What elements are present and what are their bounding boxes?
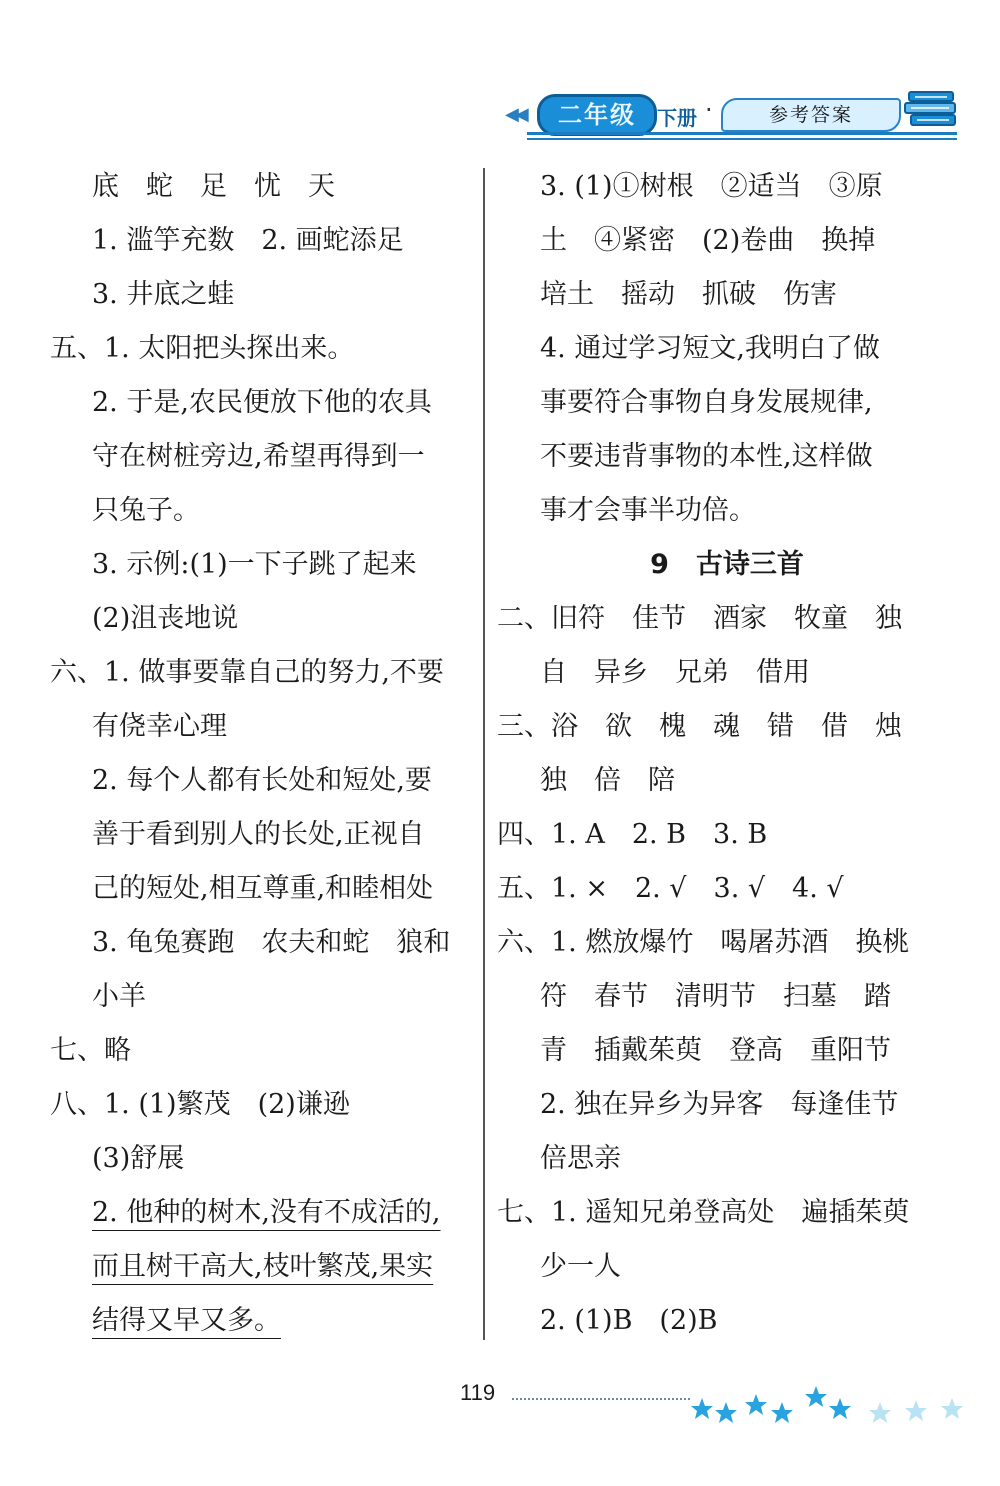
footer-dotted-rule — [512, 1398, 690, 1400]
answer-line: 事才会事半功倍。 — [540, 495, 756, 526]
volume-label: 下册 — [657, 106, 697, 130]
column-divider — [483, 168, 485, 1340]
section-title: 9 古诗三首 — [650, 549, 804, 580]
answer-line: 己的短处,相互尊重,和睦相处 — [92, 873, 434, 904]
answer-line-underlined — [50, 1240, 480, 1294]
answer-line: 五、1. 太阳把头探出来。 — [50, 333, 355, 364]
answer-line: (2)沮丧地说 — [92, 603, 239, 634]
answer-line: 只兔子。 — [92, 495, 200, 526]
answer-line-underlined — [50, 1294, 480, 1348]
answer-line: 3. 示例:(1)一下子跳了起来 — [92, 549, 417, 580]
answer-line-underlined — [50, 1186, 480, 1240]
answer-line: 符 春节 清明节 扫墓 踏 — [540, 981, 891, 1012]
answer-line: 3. 龟兔赛跑 农夫和蛇 狼和 — [92, 927, 451, 958]
answer-line: 2. (1)B (2)B — [540, 1305, 718, 1336]
book-stack-icon — [903, 88, 959, 134]
answer-key-label: 参考答案 — [721, 98, 901, 132]
answer-line: 2. 独在异乡为异客 每逢佳节 — [540, 1089, 899, 1120]
header-rule — [527, 132, 957, 135]
answer-line: 4. 通过学习短文,我明白了做 — [540, 333, 880, 364]
underlined-text: 2. 他种的树木,没有不成活的, — [92, 1197, 441, 1228]
answer-line: 底 蛇 足 忧 天 — [92, 171, 335, 202]
answer-line: 有侥幸心理 — [92, 711, 227, 742]
answer-line: (3)舒展 — [92, 1143, 185, 1174]
answer-line: 2. 每个人都有长处和短处,要 — [92, 765, 432, 796]
header-separator: · — [705, 96, 713, 124]
answer-line: 2. 于是,农民便放下他的农具 — [92, 387, 432, 418]
answer-line: 倍思亲 — [540, 1143, 621, 1174]
answer-line: 青 插戴茱萸 登高 重阳节 — [540, 1035, 891, 1066]
answer-line: 自 异乡 兄弟 借用 — [540, 657, 810, 688]
answer-line: 三、浴 欲 槐 魂 错 借 烛 — [497, 711, 902, 742]
answer-line: 六、1. 燃放爆竹 喝屠苏酒 换桃 — [497, 927, 910, 958]
answer-line: 3. 井底之蛙 — [92, 279, 235, 310]
answer-line: 八、1. (1)繁茂 (2)谦逊 — [50, 1089, 350, 1120]
decorative-stars-icon — [690, 1380, 980, 1430]
answer-line: 四、1. A 2. B 3. B — [497, 819, 768, 850]
answer-line: 七、略 — [50, 1035, 131, 1066]
answer-line: 3. (1)①树根 ②适当 ③原 — [540, 171, 883, 202]
underlined-text: 结得又早又多。 — [92, 1305, 281, 1336]
answer-line: 六、1. 做事要靠自己的努力,不要 — [50, 657, 444, 688]
header-rule — [527, 138, 957, 140]
answer-line: 事要符合事物自身发展规律, — [540, 387, 873, 418]
answer-line: 五、1. × 2. √ 3. √ 4. √ — [497, 873, 844, 904]
double-arrow-left-icon: ◀◀ — [505, 104, 525, 125]
answer-line: 不要违背事物的本性,这样做 — [540, 441, 873, 472]
answer-line: 善于看到别人的长处,正视自 — [92, 819, 425, 850]
answer-line: 小羊 — [92, 981, 146, 1012]
answer-line: 1. 滥竽充数 2. 画蛇添足 — [92, 225, 404, 256]
page-header — [505, 88, 965, 146]
answer-line: 七、1. 遥知兄弟登高处 遍插茱萸 — [497, 1197, 910, 1228]
right-column — [497, 160, 957, 1348]
underlined-text: 而且树干高大,枝叶繁茂,果实 — [92, 1251, 434, 1282]
answer-line: 守在树桩旁边,希望再得到一 — [92, 441, 425, 472]
answer-line: 少一人 — [540, 1251, 621, 1282]
answer-line: 培土 摇动 抓破 伤害 — [540, 279, 837, 310]
grade-badge: 二年级 — [537, 94, 657, 136]
answer-line: 土 ④紧密 (2)卷曲 换掉 — [540, 225, 876, 256]
answer-line: 二、旧符 佳节 酒家 牧童 独 — [497, 603, 902, 634]
answer-line: 独 倍 陪 — [540, 765, 675, 796]
left-column — [50, 160, 480, 1348]
page-number: 119 — [460, 1380, 496, 1405]
